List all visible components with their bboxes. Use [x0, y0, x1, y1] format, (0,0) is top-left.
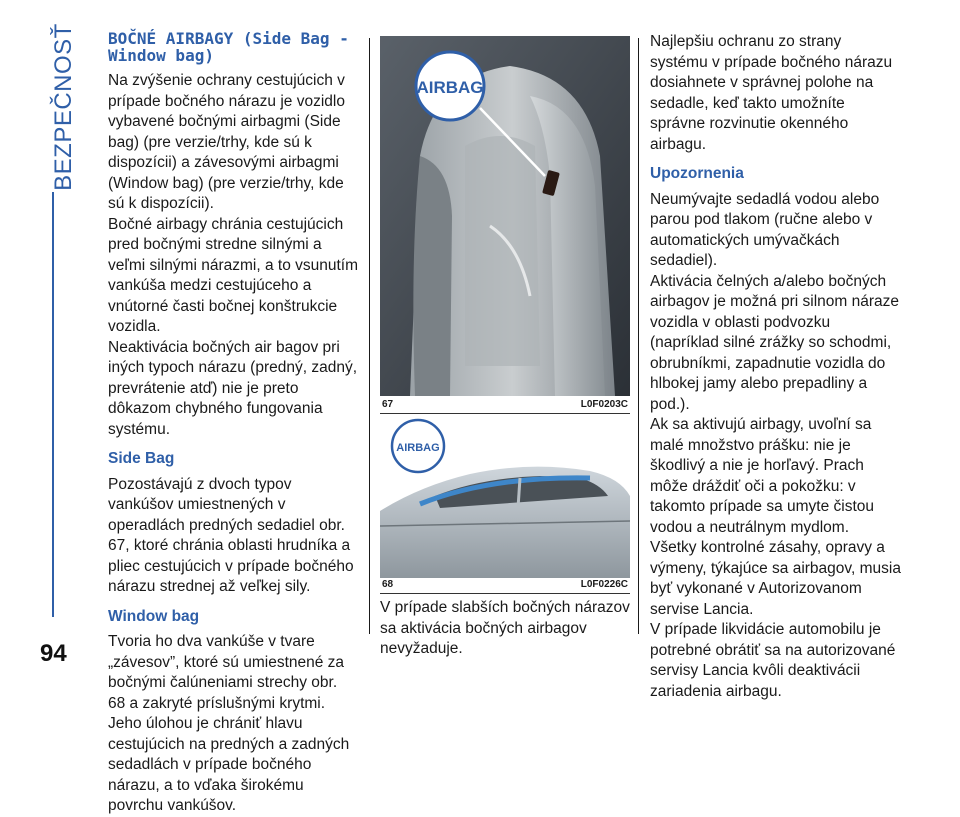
section-title: BEZPEČNOSŤ [50, 23, 78, 191]
window-bag-heading: Window bag [108, 607, 200, 625]
paragraph: Všetky kontrolné zásahy, opravy a výmeny, týkajúce sa airbagov, musia byť vykonané v Autorizovanom servise Lancia. [650, 539, 901, 618]
figure-67 [380, 36, 630, 414]
warnings-heading: Upozornenia [650, 165, 744, 182]
paragraph: Aktivácia čelných a/alebo bočných airbagov je možná pri silnom náraze vozidla v oblasti podvozku (napríklad silné zrážky so schodmi, obrubníkmi, zapadnutie vozidla do hlbokej jamy alebo prepadliny a pod.). [650, 272, 899, 413]
section-rule [52, 192, 54, 617]
figure-68 [380, 416, 630, 594]
side-bag-heading: Side Bag [108, 450, 175, 467]
intro-paragraph: Na zvýšenie ochrany cestujúcich v prípade bočného nárazu je vozidlo vybavené bočnými airbagmi (Side bag) (pre verzie/trhy, kde sú k dispozícii) a závesovými airbagmi (Window bag) (pre verzie/trhy, kde sú k dispozícii). [108, 72, 345, 212]
column-divider-1 [369, 38, 370, 634]
figure-caption [380, 399, 630, 410]
window-bag-paragraph: Tvoria ho dva vankúše v tvare „závesov”, ktoré sú umiestnené za bočnými čalúneniami strechy obr. 68 a zakryté príslušnými krytmi. Jeho úlohou je chrániť hlavu cestujúcich na predných a zadných sedadlách v prípade bočného nárazu, a to vďaka širokému povrchu vankúšov. [108, 633, 350, 814]
paragraph: V prípade likvidácie automobilu je potrebné obrátiť sa na autorizované servisy Lancia kvôli deaktivácii zariadenia airbagu. [650, 621, 896, 700]
airbag-label: AIRBAG [416, 78, 484, 97]
window-airbag-illustration [380, 416, 630, 578]
paragraph: Ak sa aktivujú airbagy, uvoľní sa malé množstvo prášku: nie je škodlivý a nie je horľavý. Prach môže dráždiť oči a pokožku: v takomto prípade sa umyte čistou vodou a neutrálnym mydlom. [650, 416, 875, 536]
side-bag-paragraph: Pozostávajú z dvoch typov vankúšov umiestnených v operadlách predných sedadiel obr. 67, ktoré chránia oblasti hrudníka a pliec cestujúcich v prípade bočného nárazu strednej až veľkej sily. [108, 475, 354, 595]
figure-number: 68 [382, 579, 394, 590]
section-tab [42, 22, 86, 192]
paragraph: Neumývajte sedadlá vodou alebo parou pod tlakom (ručne alebo v automatických umývačkách sedadiel). [650, 190, 880, 269]
page-number: 94 [40, 640, 67, 667]
figure-code: L0F0226C [580, 579, 628, 590]
seat-airbag-illustration [380, 36, 630, 396]
figure-code: L0F0203C [580, 399, 628, 410]
column-1 [108, 30, 358, 817]
section-heading: BOČNÉ AIRBAGY (Side Bag - Window bag) [108, 29, 349, 65]
paragraph: Neaktivácia bočných air bagov pri iných typoch nárazu (predný, zadný, prevrátenie atď) nie je preto dôkazom chybného fungovania systému. [108, 338, 357, 438]
figure-number: 67 [382, 399, 394, 410]
airbag-label: AIRBAG [396, 442, 440, 454]
column-3 [650, 32, 902, 702]
paragraph: Najlepšiu ochranu zo strany systému v prípade bočného nárazu dosiahnete v správnej polohe na sedadle, keď takto umožníte správne rozvinutie okenného airbagu. [650, 33, 893, 153]
column-divider-2 [638, 38, 639, 634]
column-2-paragraph: V prípade slabších bočných nárazov sa aktivácia bočných airbagov nevyžaduje. [380, 599, 630, 657]
figure-caption [380, 579, 630, 590]
paragraph: Bočné airbagy chránia cestujúcich pred bočnými stredne silnými a veľmi silnými nárazmi, a to vsunutím vankúša medzi cestujúceho a vnútorné časti bočnej konštrukcie vozidla. [108, 215, 359, 335]
